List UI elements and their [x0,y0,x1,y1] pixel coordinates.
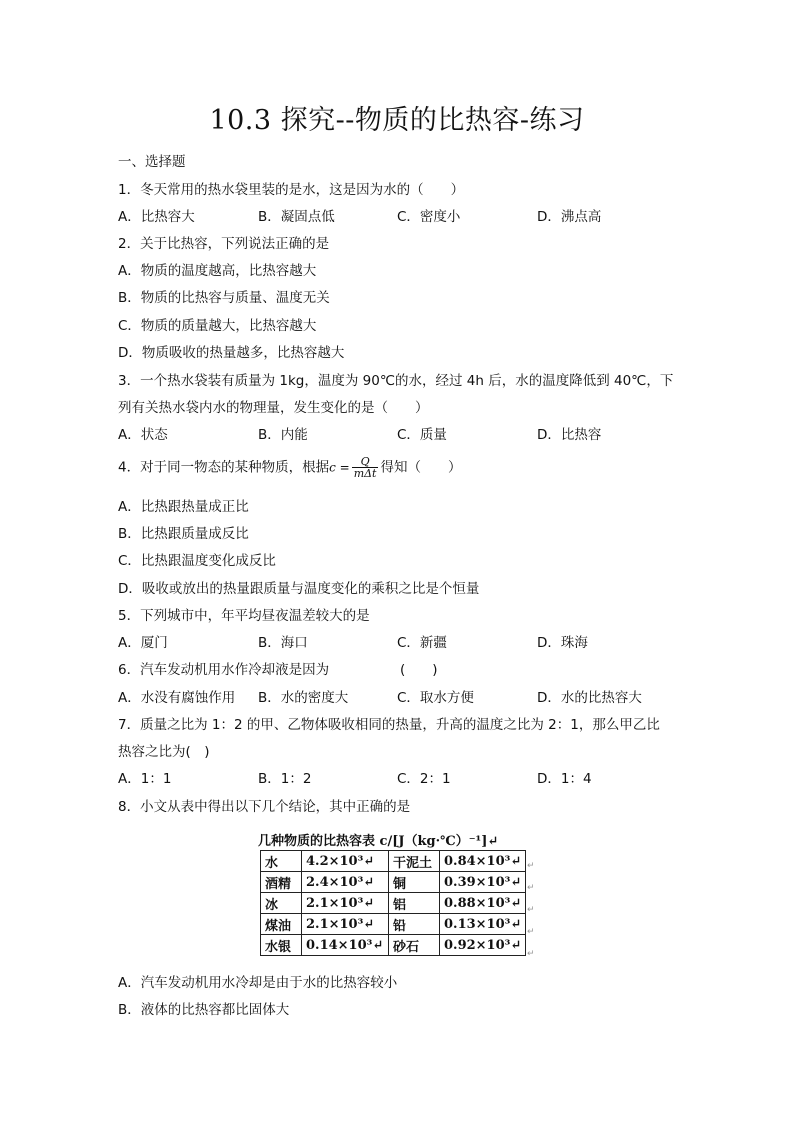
specific-heat-table [260,850,526,956]
question-1-stem: 1．冬天常用的热水袋里装的是水，这是因为水的（ ） [118,182,465,198]
row-end-mark: ↵ [527,861,535,871]
table-cell: 煤油 [261,914,302,935]
table-row [261,851,526,872]
table-cell: 2.1×10³↵ [302,914,389,935]
q5-option-b: B．海口 [258,635,308,651]
q5-option-c: C．新疆 [397,635,447,651]
table-cell: 0.88×10³↵ [440,893,526,914]
table-cell: 0.84×10³↵ [440,851,526,872]
table-cell: 铜 [389,872,440,893]
table-cell: 4.2×10³↵ [302,851,389,872]
question-8-stem: 8．小文从表中得出以下几个结论，其中正确的是 [118,799,411,815]
q7-option-b: B．1：2 [258,771,312,787]
q8-option-a: A．汽车发动机用水冷却是由于水的比热容较小 [118,975,398,991]
q2-option-b: B．物质的比热容与质量、温度无关 [118,290,330,306]
q3-option-c: C．质量 [397,427,447,443]
table-cell: 铝 [389,893,440,914]
q6-option-b: B．水的密度大 [258,690,349,706]
q4-stem-suffix: 得知（ ） [380,459,462,476]
table-cell: 冰 [261,893,302,914]
table-cell: 0.92×10³↵ [440,935,526,956]
q2-option-c: C．物质的质量越大，比热容越大 [118,318,317,334]
q1-option-a: A．比热容大 [118,209,195,225]
question-2-stem: 2．关于比热容，下列说法正确的是 [118,236,330,252]
q3-option-d: D．比热容 [537,427,602,443]
q7-option-d: D．1：4 [537,771,592,787]
row-end-mark: ↵ [527,883,535,893]
question-6-stem: 6．汽车发动机用水作冷却液是因为 [118,662,330,678]
q5-option-a: A．厦门 [118,635,168,651]
q1-option-d: D．沸点高 [537,209,602,225]
table-row [261,914,526,935]
table-cell: 砂石 [389,935,440,956]
q4-option-d: D．吸收或放出的热量跟质量与温度变化的乘积之比是个恒量 [118,581,480,597]
q4-formula-denominator: mΔt [353,467,377,480]
table-cell: 水银 [261,935,302,956]
page-title: 10.3 探究--物质的比热容-练习 [209,105,585,136]
q4-option-b: B．比热跟质量成反比 [118,526,249,542]
table-cell: 酒精 [261,872,302,893]
table-row [261,872,526,893]
q3-option-a: A．状态 [118,427,168,443]
table-cell: 0.39×10³↵ [440,872,526,893]
question-7-stem-line-2: 热容之比为( ) [118,744,210,760]
q1-option-c: C．密度小 [397,209,461,225]
table-row [261,893,526,914]
q6-option-a: A．水没有腐蚀作用 [118,690,236,706]
q1-option-b: B．凝固点低 [258,209,335,225]
table-cell: 铅 [389,914,440,935]
question-7-stem-line-1: 7．质量之比为 1：2 的甲、乙物体吸收相同的热量，升高的温度之比为 2：1，那么甲乙比 [118,717,660,733]
q6-option-c: C．取水方便 [397,690,474,706]
q3-option-b: B．内能 [258,427,308,443]
question-3-stem-line-1: 3．一个热水袋装有质量为 1kg，温度为 90℃的水，经过 4h 后，水的温度降低到 40℃，下 [118,373,674,389]
q7-option-a: A．1：1 [118,771,172,787]
row-end-mark: ↵ [527,905,535,915]
q5-option-d: D．珠海 [537,635,588,651]
q4-formula-numerator: Q [352,456,379,468]
row-end-mark: ↵ [527,927,535,937]
row-end-mark: ↵ [527,949,535,959]
table-row [261,935,526,956]
question-5-stem: 5．下列城市中，年平均昼夜温差较大的是 [118,608,370,624]
section-heading: 一、选择题 [118,154,186,170]
table-cell: 0.14×10³↵ [302,935,389,956]
table-cell: 0.13×10³↵ [440,914,526,935]
question-3-stem-line-2: 列有关热水袋内水的物理量，发生变化的是（ ） [118,400,429,416]
q6-answer-paren: ( ) [400,662,438,678]
question-4-stem [118,456,461,479]
table-cell: 水 [261,851,302,872]
q6-option-d: D．水的比热容大 [537,690,642,706]
q4-option-a: A．比热跟热量成正比 [118,499,249,515]
q8-option-b: B．液体的比热容都比固体大 [118,1002,290,1018]
q7-option-c: C．2：1 [397,771,451,787]
q4-stem-prefix: 4．对于同一物态的某种物质，根据 [118,459,330,476]
q4-option-c: C．比热跟温度变化成反比 [118,553,276,569]
q2-option-d: D．物质吸收的热量越多，比热容越大 [118,345,345,361]
q4-formula-lhs: c = [329,460,350,475]
q4-formula-fraction [352,456,379,479]
table-cell: 2.1×10³↵ [302,893,389,914]
table-cell: 干泥土 [389,851,440,872]
q2-option-a: A．物质的温度越高，比热容越大 [118,263,317,279]
table-cell: 2.4×10³↵ [302,872,389,893]
specific-heat-table-title: 几种物质的比热容表 c/[J（kg·℃）⁻¹]↵ [258,834,499,849]
